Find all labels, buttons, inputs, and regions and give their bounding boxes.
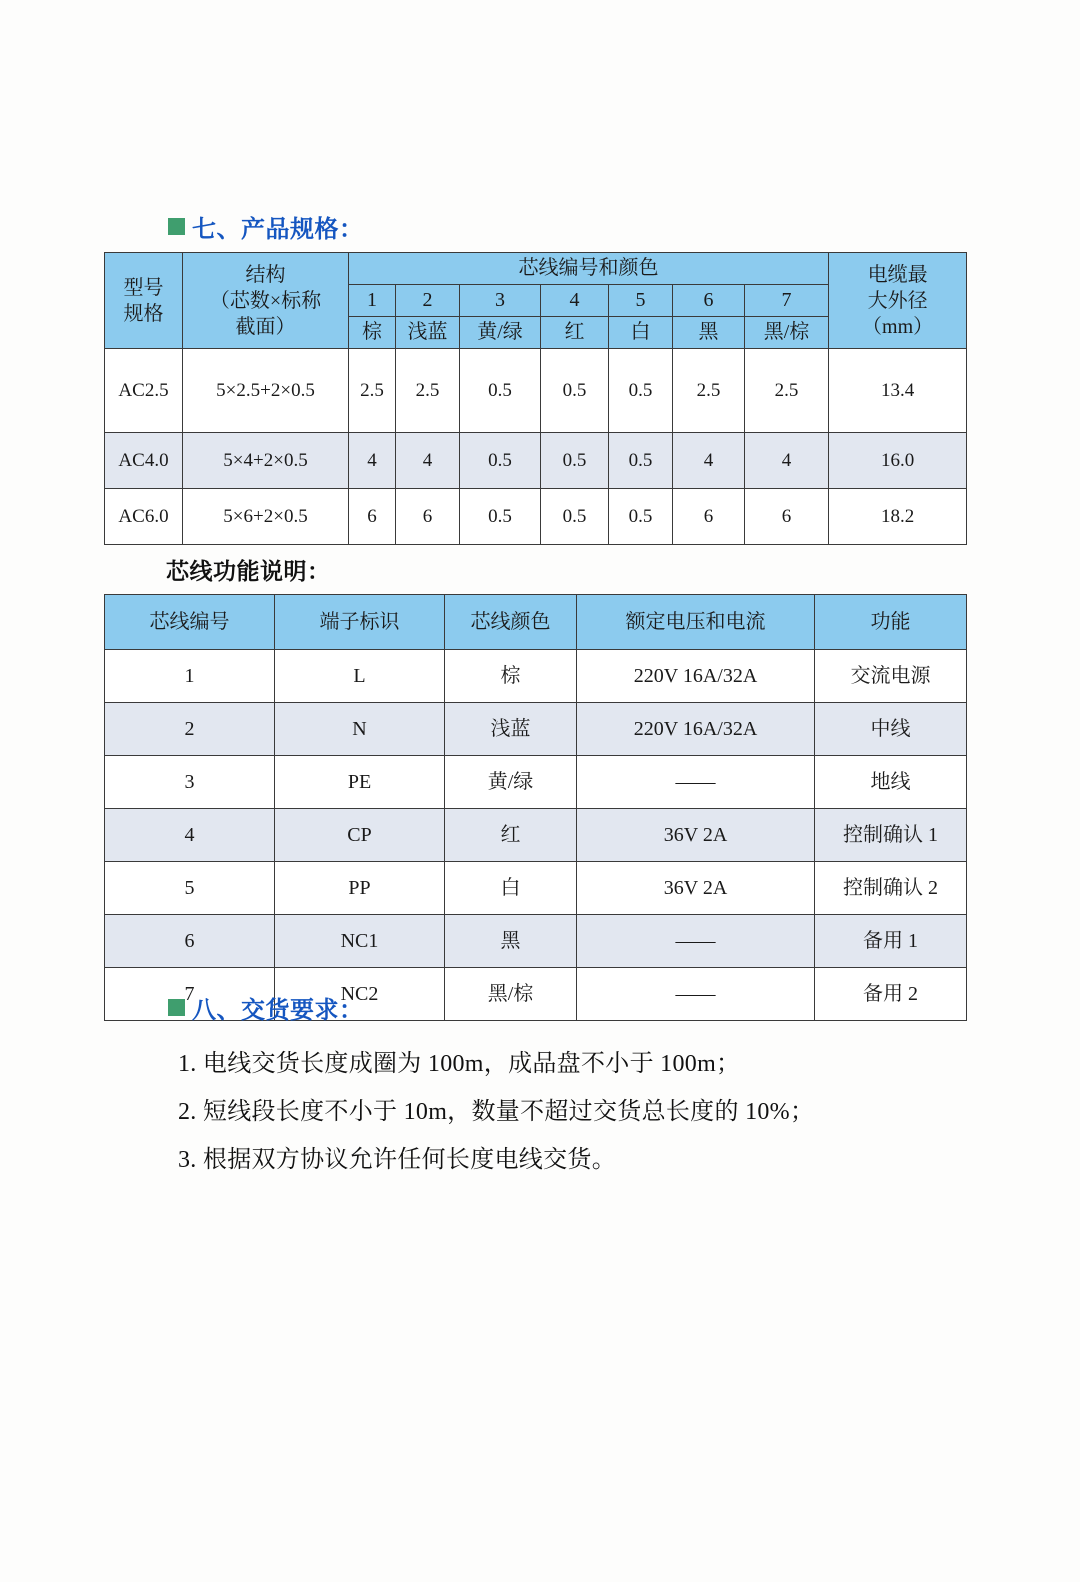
spec-header-structure-line3: 截面）	[235, 315, 296, 338]
spec-cell-model: AC2.5	[105, 349, 183, 433]
func-cell-function: 备用 2	[815, 968, 967, 1021]
spec-cell-core: 0.5	[460, 433, 541, 489]
func-cell-function: 控制确认 1	[815, 809, 967, 862]
spec-cell-core: 2.5	[745, 349, 829, 433]
func-cell-rating: 220V 16A/32A	[577, 703, 815, 756]
spec-cell-structure: 5×4+2×0.5	[183, 433, 349, 489]
func-header-row	[105, 595, 967, 650]
spec-cell-outer-diameter: 16.0	[829, 433, 967, 489]
spec-header-structure	[183, 253, 349, 349]
func-cell-color: 黑/棕	[445, 968, 577, 1021]
section-heading-seven	[168, 209, 364, 244]
spec-cell-core: 2.5	[396, 349, 460, 433]
spec-core-color: 白	[609, 317, 673, 349]
spec-cell-structure: 5×6+2×0.5	[183, 489, 349, 545]
spec-header-structure-line2: （芯数×标称	[209, 289, 322, 312]
spec-header-core-group: 芯线编号和颜色	[349, 253, 829, 285]
spec-cell-model: AC4.0	[105, 433, 183, 489]
func-cell-function: 中线	[815, 703, 967, 756]
func-header-color: 芯线颜色	[445, 595, 577, 650]
spec-cell-core: 0.5	[609, 489, 673, 545]
func-cell-core-no: 1	[105, 650, 275, 703]
table-row	[105, 433, 967, 489]
delivery-requirement-item: 1. 电线交货长度成圈为 100m，成品盘不小于 100m；	[178, 1051, 741, 1077]
func-cell-terminal: NC1	[275, 915, 445, 968]
delivery-requirement-item: 2. 短线段长度不小于 10m，数量不超过交货总长度的 10%；	[178, 1099, 815, 1125]
spec-core-number: 3	[460, 285, 541, 317]
func-cell-terminal: PE	[275, 756, 445, 809]
func-cell-rating: ——	[577, 756, 815, 809]
core-function-subheading: 芯线功能说明：	[166, 558, 331, 584]
spec-header-model-line2: 规格	[123, 302, 164, 325]
table-row	[105, 809, 967, 862]
func-cell-color: 棕	[445, 650, 577, 703]
spec-header-od-line3: （mm）	[862, 315, 934, 338]
spec-core-number: 4	[541, 285, 609, 317]
spec-header-od-line1: 电缆最	[867, 263, 928, 286]
func-cell-rating: ——	[577, 915, 815, 968]
func-header-rating: 额定电压和电流	[577, 595, 815, 650]
func-cell-color: 浅蓝	[445, 703, 577, 756]
spec-cell-structure: 5×2.5+2×0.5	[183, 349, 349, 433]
product-specification-table	[104, 252, 967, 545]
func-cell-core-no: 7	[105, 968, 275, 1021]
spec-core-color: 黑/棕	[745, 317, 829, 349]
spec-cell-core: 6	[745, 489, 829, 545]
func-cell-function: 控制确认 2	[815, 862, 967, 915]
spec-core-color: 黄/绿	[460, 317, 541, 349]
section-eight-title: 八、交货要求：	[192, 997, 364, 1024]
spec-cell-core: 0.5	[460, 349, 541, 433]
func-header-core-no: 芯线编号	[105, 595, 275, 650]
func-cell-core-no: 4	[105, 809, 275, 862]
func-cell-function: 交流电源	[815, 650, 967, 703]
spec-cell-core: 4	[396, 433, 460, 489]
spec-header-model-line1: 型号	[123, 276, 164, 299]
func-cell-terminal: NC2	[275, 968, 445, 1021]
spec-cell-core: 4	[673, 433, 745, 489]
spec-core-number: 1	[349, 285, 396, 317]
spec-core-number: 2	[396, 285, 460, 317]
spec-header-structure-line1: 结构	[245, 263, 286, 286]
table-row	[105, 349, 967, 433]
green-square-marker-icon	[168, 218, 185, 235]
func-header-function: 功能	[815, 595, 967, 650]
spec-cell-core: 2.5	[673, 349, 745, 433]
func-cell-function: 地线	[815, 756, 967, 809]
spec-header-outer-diameter	[829, 253, 967, 349]
spec-cell-core: 0.5	[541, 349, 609, 433]
func-cell-color: 白	[445, 862, 577, 915]
func-cell-terminal: CP	[275, 809, 445, 862]
spec-core-number: 6	[673, 285, 745, 317]
table-row	[105, 650, 967, 703]
func-cell-color: 红	[445, 809, 577, 862]
section-heading-eight	[168, 990, 364, 1025]
func-cell-core-no: 3	[105, 756, 275, 809]
spec-cell-core: 4	[349, 433, 396, 489]
table-row	[105, 756, 967, 809]
func-cell-core-no: 5	[105, 862, 275, 915]
table-row	[105, 489, 967, 545]
func-cell-core-no: 2	[105, 703, 275, 756]
func-cell-rating: 36V 2A	[577, 862, 815, 915]
func-cell-rating: 220V 16A/32A	[577, 650, 815, 703]
delivery-requirement-item: 3. 根据双方协议允许任何长度电线交货。	[178, 1147, 616, 1173]
spec-cell-core: 6	[396, 489, 460, 545]
spec-header-model	[105, 253, 183, 349]
green-square-marker-icon	[168, 999, 185, 1016]
spec-core-number: 5	[609, 285, 673, 317]
spec-header-od-line2: 大外径	[867, 289, 928, 312]
spec-cell-core: 6	[673, 489, 745, 545]
spec-cell-core: 0.5	[541, 489, 609, 545]
core-function-table	[104, 594, 967, 1021]
spec-core-color: 红	[541, 317, 609, 349]
spec-cell-core: 0.5	[609, 349, 673, 433]
spec-cell-core: 2.5	[349, 349, 396, 433]
func-cell-rating: 36V 2A	[577, 809, 815, 862]
spec-cell-outer-diameter: 13.4	[829, 349, 967, 433]
table-row	[105, 915, 967, 968]
func-header-terminal: 端子标识	[275, 595, 445, 650]
func-cell-function: 备用 1	[815, 915, 967, 968]
table-row	[105, 703, 967, 756]
spec-cell-core: 0.5	[541, 433, 609, 489]
func-cell-color: 黑	[445, 915, 577, 968]
spec-core-number: 7	[745, 285, 829, 317]
spec-header-row-1	[105, 253, 967, 285]
spec-cell-model: AC6.0	[105, 489, 183, 545]
func-cell-terminal: N	[275, 703, 445, 756]
section-seven-title: 七、产品规格：	[192, 216, 364, 243]
func-cell-color: 黄/绿	[445, 756, 577, 809]
spec-cell-core: 0.5	[460, 489, 541, 545]
spec-cell-outer-diameter: 18.2	[829, 489, 967, 545]
spec-core-color: 浅蓝	[396, 317, 460, 349]
spec-cell-core: 6	[349, 489, 396, 545]
func-cell-core-no: 6	[105, 915, 275, 968]
table-row	[105, 862, 967, 915]
spec-cell-core: 4	[745, 433, 829, 489]
spec-core-color: 黑	[673, 317, 745, 349]
func-cell-terminal: L	[275, 650, 445, 703]
spec-cell-core: 0.5	[609, 433, 673, 489]
func-cell-rating: ——	[577, 968, 815, 1021]
spec-core-color: 棕	[349, 317, 396, 349]
func-cell-terminal: PP	[275, 862, 445, 915]
